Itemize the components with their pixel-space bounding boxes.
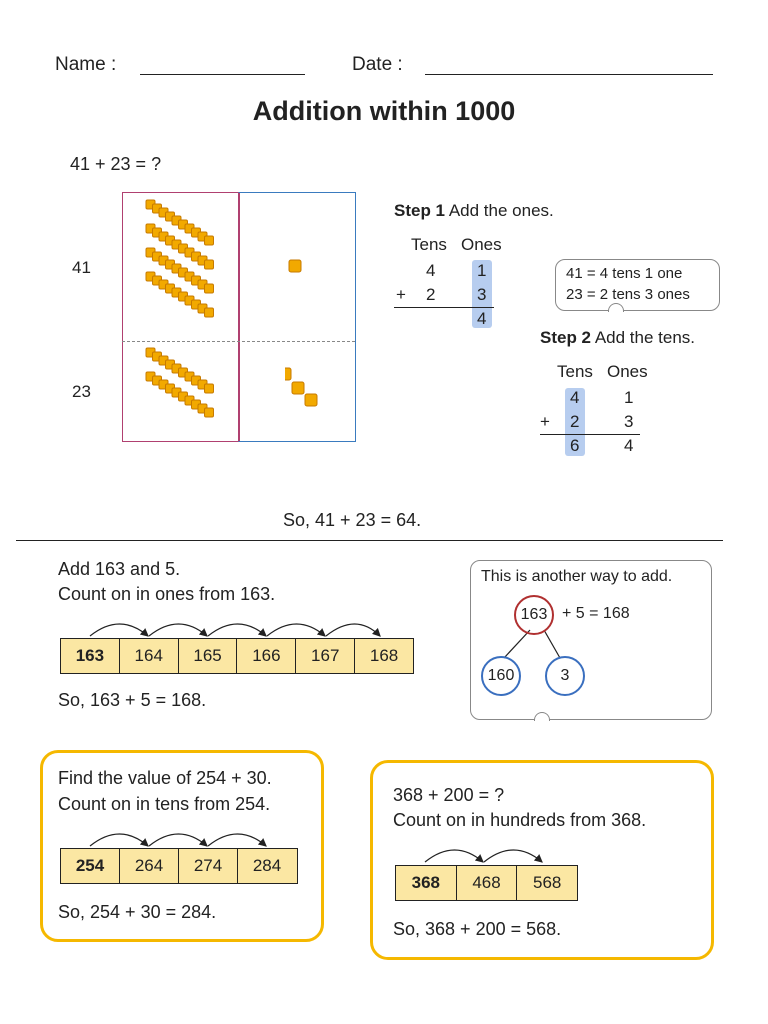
another-way-title: This is another way to add. [481, 568, 673, 585]
unit-cube [289, 260, 301, 272]
sec3-line-2: Count on in tens from 254. [58, 794, 271, 814]
page-title: Addition within 1000 [252, 96, 516, 126]
grid1-plus: + [396, 285, 406, 304]
bond-part-left: 160 [481, 656, 521, 696]
grid1-tens-1: 4 [426, 261, 436, 280]
sec2-line-2: Count on in ones from 163. [58, 584, 276, 604]
name-label: Name : [55, 54, 117, 75]
step2-label: Step 2 [540, 328, 592, 347]
unit-cube [292, 382, 304, 394]
row-label-23: 23 [72, 382, 91, 401]
ones-jump-arrows-icon [60, 612, 420, 640]
number-line-ones [60, 638, 414, 674]
number-cell: 274 [179, 849, 238, 883]
bond-whole-circle: 163 [514, 595, 554, 635]
date-field[interactable] [425, 74, 713, 75]
grid2-plus: + [540, 412, 550, 431]
bubble-line-2: 23 = 2 tens 3 ones [566, 286, 690, 303]
number-cell: 166 [237, 639, 296, 673]
number-cell: 368 [396, 866, 457, 900]
grid2-ones-2: 3 [624, 412, 634, 431]
hundreds-jump-arrows-icon [395, 838, 585, 866]
number-cell: 254 [61, 849, 120, 883]
step1-text: Add the ones. [448, 201, 554, 220]
bond-part-right: 3 [545, 656, 585, 696]
grid1-ones-1: 1 [477, 261, 487, 280]
step1-label: Step 1 [394, 201, 446, 220]
tens-jump-arrows-icon [60, 822, 310, 850]
number-cell: 168 [369, 646, 399, 665]
grid2-tens-2: 2 [570, 412, 580, 431]
number-line-hundreds [395, 865, 578, 901]
number-cell: 165 [179, 639, 238, 673]
number-line-tens [60, 848, 298, 884]
row-label-41: 41 [72, 258, 91, 277]
step1-heading [394, 201, 554, 221]
rod-cube [205, 384, 214, 393]
box-tail [534, 712, 550, 721]
rod-cube [205, 284, 214, 293]
rod-cube [205, 408, 214, 417]
number-cell: 167 [296, 639, 355, 673]
bubble-tail [608, 303, 624, 312]
rod-cube [205, 260, 214, 269]
number-cell: 264 [120, 849, 179, 883]
col-ones-2: Ones [607, 362, 648, 381]
grid2-result-ones: 4 [624, 436, 634, 455]
step2-text: Add the tens. [594, 328, 696, 347]
step2-heading [540, 328, 695, 348]
ten-rods-icon [140, 196, 230, 436]
number-cell: 568 [532, 873, 562, 892]
conclusion-1: So, 41 + 23 = 64. [283, 510, 422, 530]
conclusion-2: So, 163 + 5 = 168. [58, 690, 207, 710]
col-tens-1: Tens [411, 235, 447, 254]
date-label: Date : [352, 54, 403, 75]
problem-text: 41 + 23 = ? [70, 154, 162, 174]
number-cell: 163 [61, 639, 120, 673]
unit-cube [305, 394, 317, 406]
grid1-tens-2: 2 [426, 285, 436, 304]
rod-cube [205, 308, 214, 317]
number-cell: 284 [252, 856, 282, 875]
grid2-ones-1: 1 [624, 388, 634, 407]
section-divider [16, 540, 723, 541]
sec4-line-1: 368 + 200 = ? [393, 785, 505, 805]
grid1-ones-2: 3 [477, 285, 487, 304]
grid2-result-tens: 6 [570, 436, 580, 455]
sec4-line-2: Count on in hundreds from 368. [393, 810, 647, 830]
grid1-result-ones: 4 [477, 309, 487, 328]
unit-cube [285, 368, 291, 380]
sec3-line-1: Find the value of 254 + 30. [58, 768, 272, 788]
grid1-rule [394, 307, 494, 308]
conclusion-4: So, 368 + 200 = 568. [393, 919, 562, 939]
bond-equation: + 5 = 168 [562, 605, 630, 622]
conclusion-3: So, 254 + 30 = 284. [58, 902, 217, 922]
name-field[interactable] [140, 74, 305, 75]
number-cell: 468 [457, 866, 518, 900]
col-ones-1: Ones [461, 235, 502, 254]
rod-cube [205, 236, 214, 245]
col-tens-2: Tens [557, 362, 593, 381]
unit-cubes-icon [285, 256, 355, 416]
grid2-tens-1: 4 [570, 388, 580, 407]
sec2-line-1: Add 163 and 5. [58, 559, 181, 579]
number-cell: 164 [120, 639, 179, 673]
grid2-rule [540, 434, 640, 435]
bubble-line-1: 41 = 4 tens 1 one [566, 265, 683, 282]
